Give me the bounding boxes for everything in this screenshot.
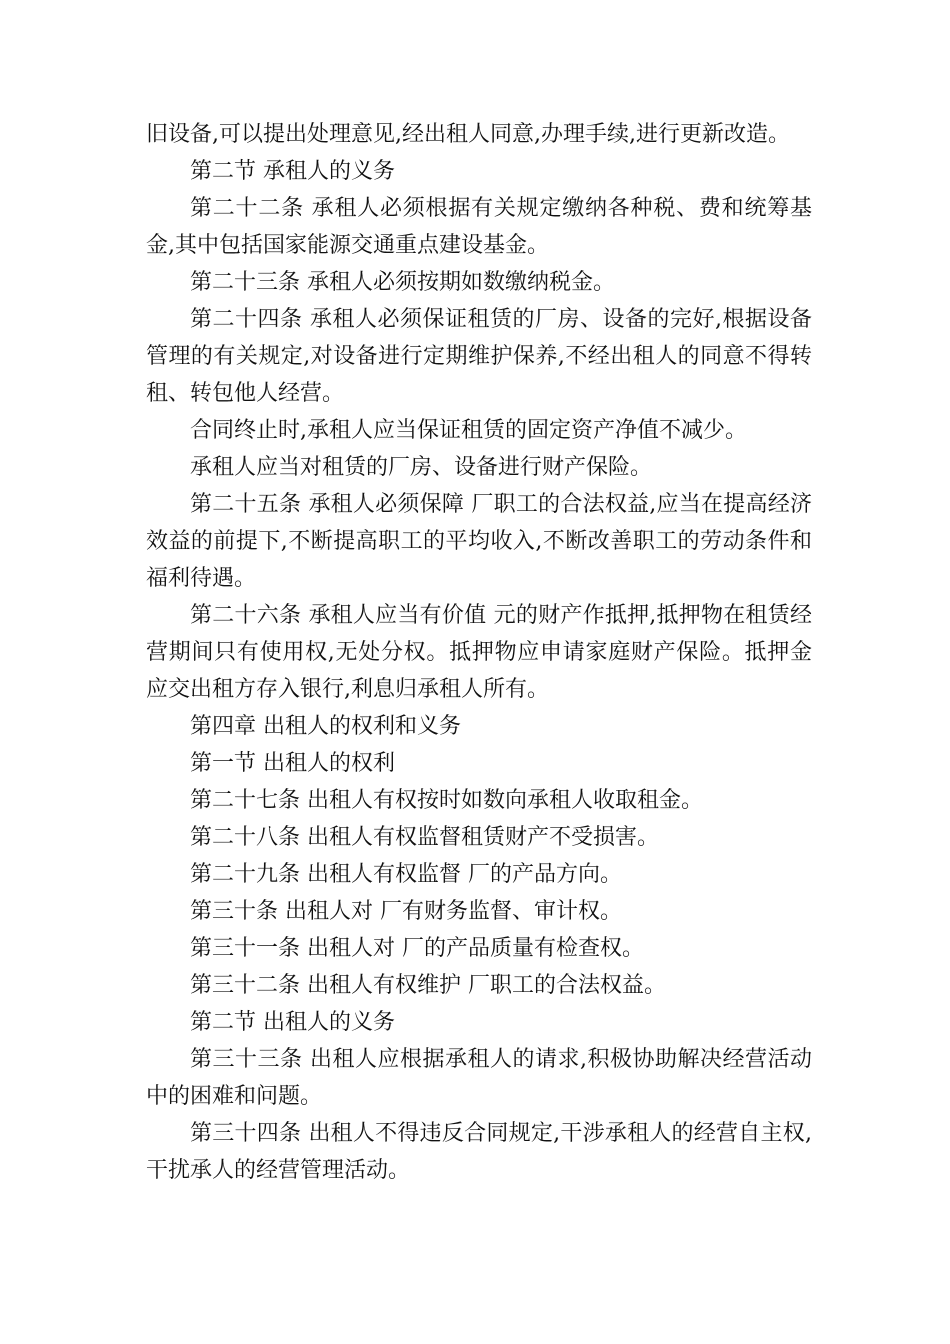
article-31: 第三十一条 出租人对 厂的产品质量有检查权。 bbox=[190, 936, 644, 961]
chapter-heading-lessor: 第四章 出租人的权利和义务 bbox=[190, 714, 461, 739]
article-33: 第三十三条 出租人应根据承租人的请求,积极协助解决经营活动中的困难和问题。 bbox=[146, 1047, 812, 1109]
article-25: 第二十五条 承租人必须保障 厂职工的合法权益,应当在提高经济效益的前提下,不断提高职工的平均收入,不断改善职工的劳动条件和福利待遇。 bbox=[146, 492, 812, 591]
article-28: 第二十八条 出租人有权监督租赁财产不受损害。 bbox=[190, 825, 659, 850]
section-heading-lessor-rights: 第一节 出租人的权利 bbox=[190, 751, 395, 776]
article-27: 第二十七条 出租人有权按时如数向承租人收取租金。 bbox=[190, 788, 703, 813]
article-26: 第二十六条 承租人应当有价值 元的财产作抵押,抵押物在租赁经营期间只有使用权,无处分权。抵押物应申请家庭财产保险。抵押金应交出租方存入银行,利息归承租人所有。 bbox=[146, 603, 812, 702]
article-22: 第二十二条 承租人必须根据有关规定缴纳各种税、费和统筹基金,其中包括国家能源交通重点建设基金。 bbox=[146, 196, 812, 258]
section-heading-lessor-duties: 第二节 出租人的义务 bbox=[190, 1010, 395, 1035]
article-24: 第二十四条 承租人必须保证租赁的厂房、设备的完好,根据设备管理的有关规定,对设备进行定期维护保养,不经出租人的同意不得转租、转包他人经营。 bbox=[146, 307, 812, 406]
paragraph-continuation: 旧设备,可以提出处理意见,经出租人同意,办理手续,进行更新改造。 bbox=[146, 122, 790, 147]
section-heading-lessee-duties: 第二节 承租人的义务 bbox=[190, 159, 395, 184]
article-23: 第二十三条 承租人必须按期如数缴纳税金。 bbox=[190, 270, 615, 295]
article-30: 第三十条 出租人对 厂有财务监督、审计权。 bbox=[190, 899, 622, 924]
article-29: 第二十九条 出租人有权监督 厂的产品方向。 bbox=[190, 862, 622, 887]
paragraph-contract-termination: 合同终止时,承租人应当保证租赁的固定资产净值不减少。 bbox=[190, 418, 747, 443]
article-34: 第三十四条 出租人不得违反合同规定,干涉承租人的经营自主权,干扰承人的经营管理活动。 bbox=[146, 1121, 812, 1183]
article-32: 第三十二条 出租人有权维护 厂职工的合法权益。 bbox=[190, 973, 666, 998]
document-body bbox=[146, 116, 812, 1189]
paragraph-property-insurance: 承租人应当对租赁的厂房、设备进行财产保险。 bbox=[190, 455, 653, 480]
